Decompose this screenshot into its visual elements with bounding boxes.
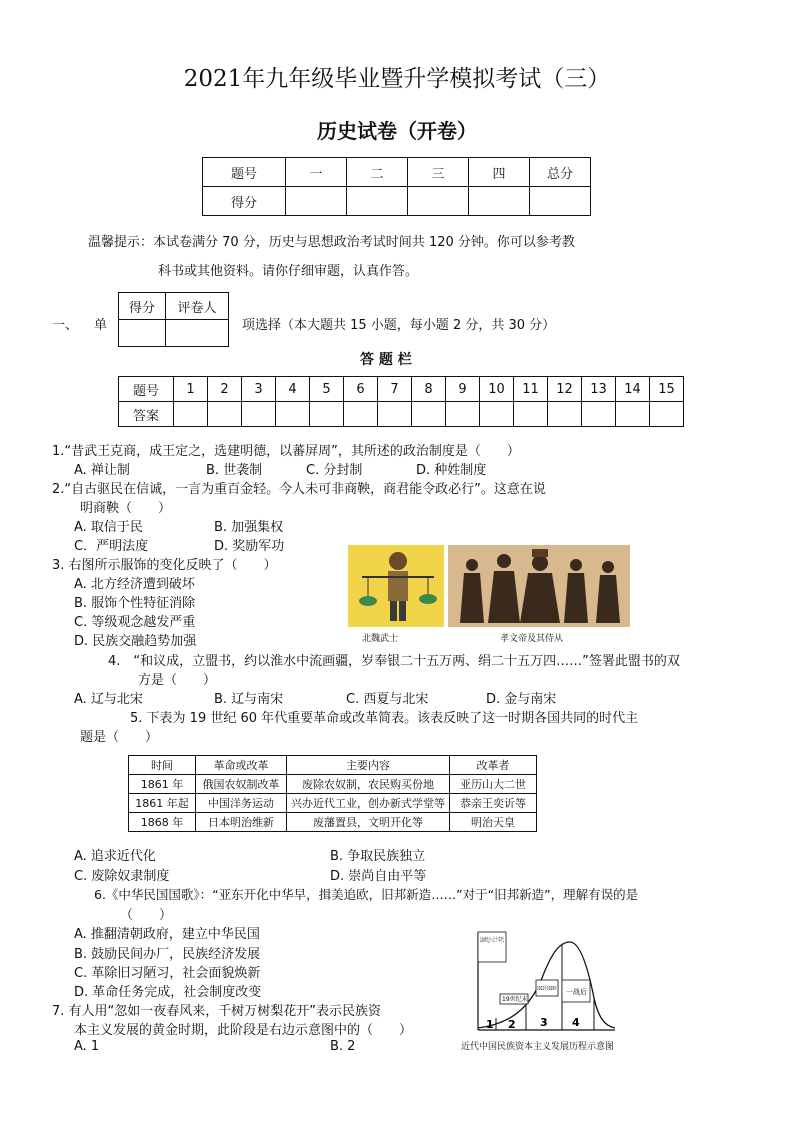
answer-number-12: 12	[548, 377, 582, 402]
q4-option-d: D. 金与南宋	[486, 692, 557, 707]
notice-line2: 科书或其他资料。请你仔细审题，认真作答。	[158, 264, 419, 279]
reform-header: 改革者	[450, 756, 537, 775]
reform-header: 时间	[129, 756, 196, 775]
q2-option-d: D. 奖励军功	[214, 539, 285, 554]
grader-cell	[166, 320, 229, 347]
q4-option-b: B. 辽与南宋	[214, 692, 284, 707]
q7-stem-cont: 本主义发展的黄金时期，此阶段是右边示意图中的（ ）	[74, 1023, 413, 1038]
reform-cell: 亚历山大二世	[450, 775, 537, 794]
q5-stem: 5. 下表为 19 世纪 60 年代重要革命或改革简表。该表反映了这一时期各国共同的时代主	[130, 711, 639, 726]
stage-number: 1	[486, 1018, 494, 1031]
reform-cell: 1861 年	[129, 775, 196, 794]
reform-cell: 废藩置县，文明开化等	[287, 813, 450, 832]
reform-cell: 1861 年起	[129, 794, 196, 813]
answer-number-1: 1	[174, 377, 208, 402]
q7-option-b: B. 2	[330, 1039, 356, 1054]
q6-option-c: C. 革除旧习陋习，社会面貌焕新	[74, 966, 261, 981]
q5-option-c: C. 废除奴隶制度	[74, 869, 170, 884]
q5-option-b: B. 争取民族独立	[330, 849, 426, 864]
q6-option-d: D. 革命任务完成，社会制度改变	[74, 985, 262, 1000]
q7-stem: 7. 有人用“忽如一夜春风来，千树万树梨花开”表示民族资	[52, 1004, 382, 1019]
answer-number-10: 10	[480, 377, 514, 402]
reform-cell: 中国洋务运动	[196, 794, 287, 813]
capitalism-development-diagram	[470, 928, 620, 1032]
answer-cell-11	[514, 402, 548, 427]
score-header: 一	[286, 158, 347, 187]
q4-option-a: A. 辽与北宋	[74, 692, 143, 707]
grader-cell	[119, 320, 166, 347]
stage3-label: 1912至1919年	[537, 986, 573, 992]
answer-cell-2	[208, 402, 242, 427]
q4-option-c: C. 西夏与北宋	[346, 692, 429, 707]
q6-option-a: A. 推翻清朝政府，建立中华民国	[74, 927, 260, 942]
reform-cell: 恭亲王奕䜣等	[450, 794, 537, 813]
emperor-xiaowen-image	[448, 545, 630, 627]
answer-table	[118, 376, 684, 427]
answer-cell-5	[310, 402, 344, 427]
q1-option-d: D. 种姓制度	[416, 463, 487, 478]
q3-option-d: D. 民族交融趋势加强	[74, 634, 197, 649]
grader-label: 得分	[119, 293, 166, 320]
answer-number-4: 4	[276, 377, 310, 402]
q1-option-a: A. 禅让制	[74, 463, 130, 478]
q1-option-c: C. 分封制	[306, 463, 363, 478]
answer-number-8: 8	[412, 377, 446, 402]
answer-cell-14	[616, 402, 650, 427]
score-table	[202, 157, 591, 216]
answer-cell-12	[548, 402, 582, 427]
q6-stem: 6.《中华民国国歌》：“亚东开化中华早，揖美追欧，旧邦新造……”对于“旧邦新造”，理解有误的是	[94, 887, 639, 902]
page-title: 2021年九年级毕业暨升学模拟考试（三）	[183, 66, 611, 92]
q2-option-b: B. 加强集权	[214, 520, 284, 535]
table-row	[129, 794, 537, 813]
table-row	[129, 813, 537, 832]
answer-number-15: 15	[650, 377, 684, 402]
q4-stem-cont: 方是（ ）	[138, 673, 217, 688]
court-figures-icon	[448, 545, 630, 627]
reform-cell: 兴办近代工业，创办新式学堂等	[287, 794, 450, 813]
q2-stem-cont: 明商鞅（ ）	[80, 501, 172, 516]
reform-header: 革命或改革	[196, 756, 287, 775]
stage-number: 4	[572, 1016, 580, 1029]
section1-number: 一、	[52, 318, 79, 333]
reform-table	[128, 755, 537, 832]
score-header: 二	[347, 158, 408, 187]
section1-heading: 项选择（本大题共 15 小题，每小题 2 分，共 30 分）	[242, 318, 556, 333]
peak-label	[480, 936, 504, 944]
table-row	[129, 775, 537, 794]
answer-cell-4	[276, 402, 310, 427]
warrior-figure-icon	[348, 545, 444, 627]
answer-number-2: 2	[208, 377, 242, 402]
q1-stem: 1.“昔武王克商，成王定之，选建明德，以蕃屏周”，其所述的政治制度是（ ）	[52, 444, 520, 459]
score-row-label: 得分	[203, 187, 286, 216]
score-header: 总分	[530, 158, 591, 187]
q6-stem-cont: （ ）	[120, 908, 173, 923]
answer-row-label: 答案	[119, 402, 174, 427]
answer-number-3: 3	[242, 377, 276, 402]
emperor-caption: 孝文帝及其侍从	[500, 634, 564, 644]
q1-option-b: B. 世袭制	[206, 463, 263, 478]
q5-stem-cont: 题是（ ）	[80, 730, 159, 745]
score-cell	[286, 187, 347, 216]
answer-cell-1	[174, 402, 208, 427]
q3-option-b: B. 服饰个性特征消除	[74, 596, 196, 611]
answer-cell-13	[582, 402, 616, 427]
northern-wei-warrior-image	[348, 545, 444, 627]
q2-option-c: C．严明法度	[74, 539, 149, 554]
q5-option-d: D. 崇尚自由平等	[330, 869, 427, 884]
answer-number-11: 11	[514, 377, 548, 402]
answer-box-title: 答 题 栏	[360, 352, 412, 368]
diagram-caption: 近代中国民族资本主义发展历程示意图	[461, 1042, 615, 1052]
notice-line1: 温馨提示：本试卷满分 70 分，历史与思想政治考试时间共 120 分钟。你可以参考教	[88, 235, 575, 250]
answer-cell-3	[242, 402, 276, 427]
q3-option-c: C. 等级观念越发严重	[74, 615, 196, 630]
q6-option-b: B. 鼓励民间办厂，民族经济发展	[74, 947, 261, 962]
q5-option-a: A. 追求近代化	[74, 849, 156, 864]
answer-cell-10	[480, 402, 514, 427]
answer-row-label: 题号	[119, 377, 174, 402]
grader-label: 评卷人	[166, 293, 229, 320]
score-cell	[347, 187, 408, 216]
answer-cell-8	[412, 402, 446, 427]
q3-option-a: A. 北方经济遭到破坏	[74, 577, 195, 592]
reform-cell: 俄国农奴制改革	[196, 775, 287, 794]
answer-number-7: 7	[378, 377, 412, 402]
q3-stem: 3. 右图所示服饰的变化反映了（ ）	[52, 558, 277, 573]
page-subtitle: 历史试卷（开卷）	[317, 119, 477, 143]
stage-number: 3	[540, 1016, 548, 1029]
stage4-label: 一战后	[566, 988, 587, 996]
stage-number: 2	[508, 1018, 516, 1031]
answer-number-13: 13	[582, 377, 616, 402]
reform-cell: 1868 年	[129, 813, 196, 832]
score-cell	[469, 187, 530, 216]
q2-stem: 2.“自古驱民在信诚，一言为重百金轻。今人未可非商鞅，商君能令政必行”。这意在说	[52, 482, 546, 497]
q4-stem: 4. “和议成，立盟书，约以淮水中流画疆，岁奉银二十五万两、绢二十五万四……”签署此盟书的双	[108, 654, 680, 669]
answer-number-14: 14	[616, 377, 650, 402]
answer-cell-6	[344, 402, 378, 427]
q7-option-a: A. 1	[74, 1039, 100, 1054]
score-header: 三	[408, 158, 469, 187]
reform-cell: 明治天皇	[450, 813, 537, 832]
reform-cell: 废除农奴制，农民购买份地	[287, 775, 450, 794]
stage2-label: 19世纪末	[502, 996, 528, 1003]
reform-header: 主要内容	[287, 756, 450, 775]
answer-cell-7	[378, 402, 412, 427]
grader-box	[118, 292, 229, 347]
reform-cell: 日本明治维新	[196, 813, 287, 832]
answer-cell-15	[650, 402, 684, 427]
answer-number-6: 6	[344, 377, 378, 402]
score-cell	[530, 187, 591, 216]
answer-number-9: 9	[446, 377, 480, 402]
warrior-caption: 北魏武士	[362, 634, 399, 644]
score-cell	[408, 187, 469, 216]
score-header: 题号	[203, 158, 286, 187]
section1-char: 单	[94, 318, 108, 333]
score-header: 四	[469, 158, 530, 187]
answer-number-5: 5	[310, 377, 344, 402]
answer-cell-9	[446, 402, 480, 427]
q2-option-a: A. 取信于民	[74, 520, 143, 535]
